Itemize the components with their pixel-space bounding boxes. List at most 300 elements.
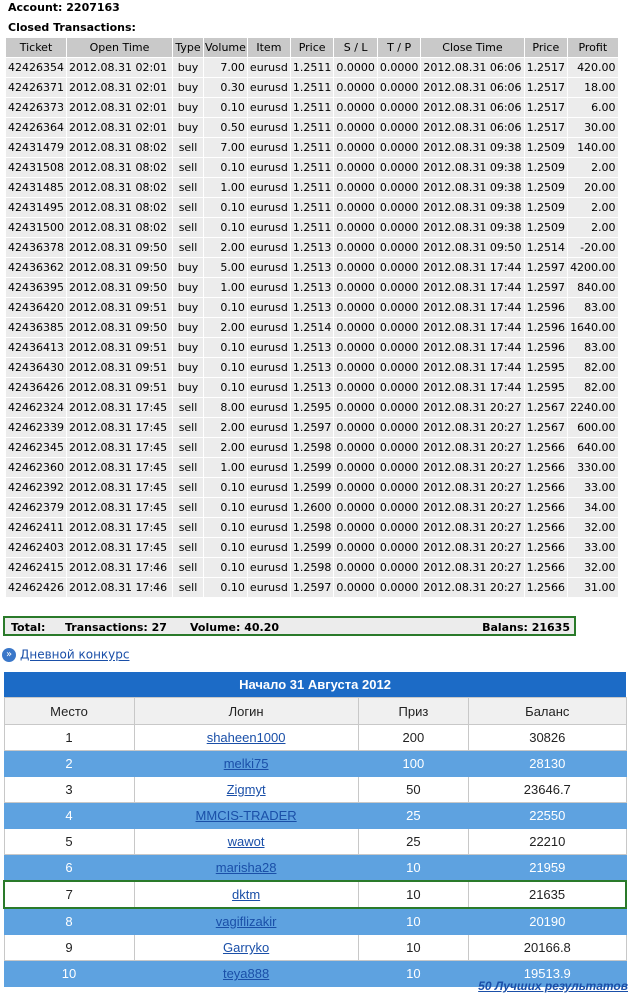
cell-take-profit: 0.0000 xyxy=(378,238,421,257)
cell-stop-loss: 0.0000 xyxy=(334,498,377,517)
transaction-row xyxy=(6,418,618,437)
login-link[interactable]: melki75 xyxy=(223,756,269,771)
login-link[interactable]: dktm xyxy=(232,887,261,902)
ranking-cell-balance: 23646.7 xyxy=(469,777,626,803)
ranking-cell-prize: 10 xyxy=(358,881,468,908)
cell-ticket: 42436395 xyxy=(6,278,66,297)
cell-open-price: 1.2511 xyxy=(291,218,334,237)
cell-type: sell xyxy=(173,438,203,457)
cell-close-time: 2012.08.31 17:44 xyxy=(421,358,523,377)
cell-item: eurusd xyxy=(248,298,290,317)
cell-open-time: 2012.08.31 17:45 xyxy=(67,418,172,437)
cell-open-time: 2012.08.31 09:51 xyxy=(67,298,172,317)
cell-item: eurusd xyxy=(248,258,290,277)
cell-volume: 0.10 xyxy=(204,338,247,357)
cell-open-price: 1.2511 xyxy=(291,158,334,177)
ranking-cell-place: 7 xyxy=(4,881,134,908)
cell-volume: 0.10 xyxy=(204,358,247,377)
cell-item: eurusd xyxy=(248,578,290,597)
cell-profit: 32.00 xyxy=(568,558,618,577)
cell-close-price: 1.2509 xyxy=(525,158,568,177)
cell-close-price: 1.2517 xyxy=(525,98,568,117)
cell-type: buy xyxy=(173,318,203,337)
ranking-cell-login xyxy=(134,751,358,777)
cell-type: buy xyxy=(173,58,203,77)
cell-ticket: 42426373 xyxy=(6,98,66,117)
ranking-cell-place: 10 xyxy=(4,961,134,987)
cell-stop-loss: 0.0000 xyxy=(334,138,377,157)
cell-close-time: 2012.08.31 09:38 xyxy=(421,158,523,177)
cell-take-profit: 0.0000 xyxy=(378,558,421,577)
cell-item: eurusd xyxy=(248,138,290,157)
cell-ticket: 42436426 xyxy=(6,378,66,397)
ranking-cell-balance: 21959 xyxy=(469,855,626,882)
cell-type: sell xyxy=(173,238,203,257)
transaction-row xyxy=(6,78,618,97)
ranking-row xyxy=(4,855,626,882)
cell-item: eurusd xyxy=(248,398,290,417)
transaction-row xyxy=(6,258,618,277)
cell-take-profit: 0.0000 xyxy=(378,278,421,297)
cell-stop-loss: 0.0000 xyxy=(334,158,377,177)
cell-item: eurusd xyxy=(248,98,290,117)
ranking-cell-place: 2 xyxy=(4,751,134,777)
login-link[interactable]: marisha28 xyxy=(215,860,277,875)
closed-transactions-table xyxy=(5,37,619,598)
cell-ticket: 42462379 xyxy=(6,498,66,517)
ranking-caption: Начало 31 Августа 2012 xyxy=(4,672,626,698)
cell-volume: 8.00 xyxy=(204,398,247,417)
cell-take-profit: 0.0000 xyxy=(378,418,421,437)
ranking-cell-login xyxy=(134,803,358,829)
cell-stop-loss: 0.0000 xyxy=(334,518,377,537)
cell-profit: 32.00 xyxy=(568,518,618,537)
ranking-cell-prize: 10 xyxy=(358,961,468,987)
cell-ticket: 42426364 xyxy=(6,118,66,137)
cell-volume: 0.10 xyxy=(204,218,247,237)
cell-type: buy xyxy=(173,258,203,277)
cell-volume: 2.00 xyxy=(204,418,247,437)
cell-close-price: 1.2596 xyxy=(525,318,568,337)
arrow-right-icon: » xyxy=(2,648,16,662)
cell-profit: 1640.00 xyxy=(568,318,618,337)
cell-type: sell xyxy=(173,178,203,197)
cell-volume: 2.00 xyxy=(204,318,247,337)
cell-item: eurusd xyxy=(248,438,290,457)
cell-volume: 0.10 xyxy=(204,158,247,177)
cell-stop-loss: 0.0000 xyxy=(334,278,377,297)
cell-ticket: 42426354 xyxy=(6,58,66,77)
cell-open-price: 1.2513 xyxy=(291,258,334,277)
cell-take-profit: 0.0000 xyxy=(378,198,421,217)
cell-open-price: 1.2511 xyxy=(291,98,334,117)
total-label: Total: xyxy=(11,621,46,634)
cell-profit: 82.00 xyxy=(568,378,618,397)
cell-profit: 2.00 xyxy=(568,198,618,217)
column-header-stop-loss: S / L xyxy=(334,38,377,57)
cell-type: buy xyxy=(173,378,203,397)
cell-profit: 2240.00 xyxy=(568,398,618,417)
cell-stop-loss: 0.0000 xyxy=(334,358,377,377)
cell-open-price: 1.2599 xyxy=(291,478,334,497)
cell-open-price: 1.2600 xyxy=(291,498,334,517)
ranking-cell-place: 5 xyxy=(4,829,134,855)
cell-take-profit: 0.0000 xyxy=(378,298,421,317)
ranking-cell-balance: 22210 xyxy=(469,829,626,855)
cell-take-profit: 0.0000 xyxy=(378,118,421,137)
transaction-row xyxy=(6,178,618,197)
cell-take-profit: 0.0000 xyxy=(378,98,421,117)
cell-volume: 0.30 xyxy=(204,78,247,97)
cell-profit: 2.00 xyxy=(568,218,618,237)
cell-profit: 640.00 xyxy=(568,438,618,457)
cell-close-price: 1.2517 xyxy=(525,118,568,137)
cell-ticket: 42462426 xyxy=(6,578,66,597)
ranking-cell-login xyxy=(134,855,358,882)
cell-type: sell xyxy=(173,518,203,537)
total-transactions: Transactions: 27 xyxy=(65,621,167,634)
cell-open-price: 1.2599 xyxy=(291,538,334,557)
ranking-header-row xyxy=(4,698,626,725)
transaction-row xyxy=(6,558,618,577)
cell-close-price: 1.2566 xyxy=(525,438,568,457)
column-header-close-price: Price xyxy=(525,38,568,57)
cell-close-price: 1.2595 xyxy=(525,378,568,397)
cell-item: eurusd xyxy=(248,458,290,477)
column-header-close-time: Close Time xyxy=(421,38,523,57)
cell-open-time: 2012.08.31 08:02 xyxy=(67,138,172,157)
cell-volume: 0.10 xyxy=(204,578,247,597)
transaction-row xyxy=(6,238,618,257)
ranking-cell-login xyxy=(134,908,358,935)
cell-profit: -20.00 xyxy=(568,238,618,257)
cell-stop-loss: 0.0000 xyxy=(334,398,377,417)
cell-close-time: 2012.08.31 09:38 xyxy=(421,198,523,217)
cell-type: sell xyxy=(173,158,203,177)
cell-open-time: 2012.08.31 09:51 xyxy=(67,358,172,377)
cell-open-price: 1.2511 xyxy=(291,178,334,197)
ranking-cell-place: 9 xyxy=(4,935,134,961)
cell-close-time: 2012.08.31 17:44 xyxy=(421,338,523,357)
transaction-row xyxy=(6,298,618,317)
total-balans: Balans: 21635 xyxy=(482,621,570,634)
cell-open-time: 2012.08.31 08:02 xyxy=(67,158,172,177)
transaction-row xyxy=(6,58,618,77)
ranking-cell-place: 3 xyxy=(4,777,134,803)
transaction-row xyxy=(6,118,618,137)
cell-close-price: 1.2509 xyxy=(525,218,568,237)
ranking-cell-balance: 28130 xyxy=(469,751,626,777)
ranking-cell-login xyxy=(134,725,358,751)
cell-take-profit: 0.0000 xyxy=(378,518,421,537)
cell-profit: 31.00 xyxy=(568,578,618,597)
cell-take-profit: 0.0000 xyxy=(378,578,421,597)
cell-ticket: 42462403 xyxy=(6,538,66,557)
cell-type: buy xyxy=(173,78,203,97)
cell-stop-loss: 0.0000 xyxy=(334,538,377,557)
ranking-cell-place: 8 xyxy=(4,908,134,935)
ranking-cell-prize: 10 xyxy=(358,935,468,961)
cell-item: eurusd xyxy=(248,158,290,177)
transaction-row xyxy=(6,318,618,337)
cell-ticket: 42462360 xyxy=(6,458,66,477)
transactions-header-row xyxy=(6,38,618,57)
cell-stop-loss: 0.0000 xyxy=(334,318,377,337)
cell-type: buy xyxy=(173,298,203,317)
cell-open-price: 1.2598 xyxy=(291,518,334,537)
best-results-link-row[interactable] xyxy=(478,979,628,993)
total-volume: Volume: 40.20 xyxy=(190,621,280,634)
cell-close-time: 2012.08.31 20:27 xyxy=(421,458,523,477)
column-header-open-time: Open Time xyxy=(67,38,172,57)
cell-close-price: 1.2596 xyxy=(525,298,568,317)
cell-type: sell xyxy=(173,138,203,157)
cell-open-price: 1.2511 xyxy=(291,78,334,97)
cell-item: eurusd xyxy=(248,418,290,437)
cell-type: buy xyxy=(173,98,203,117)
cell-take-profit: 0.0000 xyxy=(378,138,421,157)
cell-item: eurusd xyxy=(248,118,290,137)
cell-profit: 420.00 xyxy=(568,58,618,77)
cell-volume: 1.00 xyxy=(204,178,247,197)
cell-stop-loss: 0.0000 xyxy=(334,558,377,577)
cell-open-price: 1.2511 xyxy=(291,198,334,217)
cell-close-price: 1.2514 xyxy=(525,238,568,257)
ranking-header-place: Место xyxy=(4,698,134,725)
cell-item: eurusd xyxy=(248,318,290,337)
cell-close-price: 1.2596 xyxy=(525,338,568,357)
cell-close-time: 2012.08.31 20:27 xyxy=(421,498,523,517)
cell-type: sell xyxy=(173,218,203,237)
cell-open-time: 2012.08.31 08:02 xyxy=(67,198,172,217)
cell-open-time: 2012.08.31 17:45 xyxy=(67,498,172,517)
cell-profit: 2.00 xyxy=(568,158,618,177)
cell-open-time: 2012.08.31 17:45 xyxy=(67,438,172,457)
cell-open-price: 1.2597 xyxy=(291,578,334,597)
ranking-header-balance: Баланс xyxy=(469,698,626,725)
cell-close-time: 2012.08.31 09:38 xyxy=(421,178,523,197)
cell-close-time: 2012.08.31 20:27 xyxy=(421,438,523,457)
cell-stop-loss: 0.0000 xyxy=(334,178,377,197)
cell-close-time: 2012.08.31 20:27 xyxy=(421,478,523,497)
cell-type: sell xyxy=(173,198,203,217)
cell-profit: 4200.00 xyxy=(568,258,618,277)
account-number: Account: 2207163 xyxy=(8,1,120,14)
cell-item: eurusd xyxy=(248,238,290,257)
cell-close-time: 2012.08.31 17:44 xyxy=(421,258,523,277)
ranking-cell-balance: 20190 xyxy=(469,908,626,935)
cell-volume: 2.00 xyxy=(204,238,247,257)
cell-volume: 7.00 xyxy=(204,58,247,77)
cell-take-profit: 0.0000 xyxy=(378,78,421,97)
login-link[interactable]: MMCIS-TRADER xyxy=(195,808,297,823)
cell-volume: 0.10 xyxy=(204,478,247,497)
cell-open-time: 2012.08.31 02:01 xyxy=(67,78,172,97)
cell-stop-loss: 0.0000 xyxy=(334,258,377,277)
login-link[interactable]: teya888 xyxy=(222,966,270,981)
cell-item: eurusd xyxy=(248,278,290,297)
cell-open-time: 2012.08.31 02:01 xyxy=(67,98,172,117)
cell-take-profit: 0.0000 xyxy=(378,158,421,177)
cell-profit: 330.00 xyxy=(568,458,618,477)
cell-profit: 840.00 xyxy=(568,278,618,297)
cell-stop-loss: 0.0000 xyxy=(334,378,377,397)
cell-close-time: 2012.08.31 20:27 xyxy=(421,538,523,557)
ranking-cell-login xyxy=(134,829,358,855)
cell-close-time: 2012.08.31 20:27 xyxy=(421,578,523,597)
cell-open-time: 2012.08.31 09:50 xyxy=(67,258,172,277)
ranking-row xyxy=(4,725,626,751)
transaction-row xyxy=(6,338,618,357)
cell-item: eurusd xyxy=(248,58,290,77)
ranking-row xyxy=(4,935,626,961)
cell-close-price: 1.2566 xyxy=(525,478,568,497)
ranking-cell-login xyxy=(134,881,358,908)
cell-close-time: 2012.08.31 06:06 xyxy=(421,98,523,117)
cell-profit: 34.00 xyxy=(568,498,618,517)
transaction-row xyxy=(6,578,618,597)
cell-take-profit: 0.0000 xyxy=(378,358,421,377)
cell-ticket: 42431508 xyxy=(6,158,66,177)
transaction-row xyxy=(6,498,618,517)
cell-close-price: 1.2509 xyxy=(525,138,568,157)
cell-item: eurusd xyxy=(248,538,290,557)
ranking-row xyxy=(4,803,626,829)
cell-close-time: 2012.08.31 17:44 xyxy=(421,278,523,297)
ranking-cell-prize: 25 xyxy=(358,803,468,829)
cell-open-time: 2012.08.31 17:46 xyxy=(67,558,172,577)
daily-contest-link[interactable]: Дневной конкурс xyxy=(20,647,130,662)
cell-type: sell xyxy=(173,478,203,497)
cell-open-price: 1.2595 xyxy=(291,398,334,417)
transaction-row xyxy=(6,518,618,537)
ranking-row xyxy=(4,908,626,935)
cell-item: eurusd xyxy=(248,558,290,577)
login-link[interactable]: shaheen1000 xyxy=(206,730,286,745)
cell-volume: 0.10 xyxy=(204,378,247,397)
ranking-cell-balance: 22550 xyxy=(469,803,626,829)
cell-close-price: 1.2567 xyxy=(525,418,568,437)
login-link[interactable]: Garryko xyxy=(222,940,270,955)
cell-ticket: 42462415 xyxy=(6,558,66,577)
cell-profit: 20.00 xyxy=(568,178,618,197)
cell-volume: 0.10 xyxy=(204,198,247,217)
transaction-row xyxy=(6,538,618,557)
totals-bar xyxy=(3,616,576,636)
transaction-row xyxy=(6,398,618,417)
login-link[interactable]: Zigmyt xyxy=(226,782,266,797)
cell-close-price: 1.2566 xyxy=(525,578,568,597)
cell-item: eurusd xyxy=(248,198,290,217)
cell-volume: 0.10 xyxy=(204,298,247,317)
cell-stop-loss: 0.0000 xyxy=(334,198,377,217)
cell-volume: 5.00 xyxy=(204,258,247,277)
cell-type: sell xyxy=(173,538,203,557)
contest-ranking-table xyxy=(3,672,627,987)
cell-close-time: 2012.08.31 17:44 xyxy=(421,378,523,397)
daily-contest-link-row[interactable] xyxy=(2,647,129,662)
cell-close-time: 2012.08.31 20:27 xyxy=(421,398,523,417)
transaction-row xyxy=(6,358,618,377)
cell-open-price: 1.2513 xyxy=(291,238,334,257)
cell-stop-loss: 0.0000 xyxy=(334,438,377,457)
cell-profit: 140.00 xyxy=(568,138,618,157)
cell-close-time: 2012.08.31 20:27 xyxy=(421,558,523,577)
cell-profit: 82.00 xyxy=(568,358,618,377)
closed-transactions-heading: Closed Transactions: xyxy=(8,21,136,34)
cell-profit: 33.00 xyxy=(568,478,618,497)
cell-open-time: 2012.08.31 17:45 xyxy=(67,518,172,537)
cell-type: buy xyxy=(173,338,203,357)
cell-type: buy xyxy=(173,358,203,377)
ranking-cell-prize: 10 xyxy=(358,908,468,935)
cell-open-time: 2012.08.31 02:01 xyxy=(67,58,172,77)
ranking-cell-place: 6 xyxy=(4,855,134,882)
cell-close-price: 1.2566 xyxy=(525,518,568,537)
cell-volume: 1.00 xyxy=(204,278,247,297)
transaction-row xyxy=(6,278,618,297)
transaction-row xyxy=(6,98,618,117)
ranking-cell-login xyxy=(134,961,358,987)
cell-open-price: 1.2597 xyxy=(291,418,334,437)
cell-profit: 33.00 xyxy=(568,538,618,557)
cell-open-price: 1.2513 xyxy=(291,278,334,297)
cell-close-price: 1.2597 xyxy=(525,278,568,297)
ranking-row xyxy=(4,751,626,777)
column-header-ticket: Ticket xyxy=(6,38,66,57)
cell-close-time: 2012.08.31 06:06 xyxy=(421,58,523,77)
ranking-row xyxy=(4,829,626,855)
cell-volume: 0.10 xyxy=(204,558,247,577)
cell-take-profit: 0.0000 xyxy=(378,398,421,417)
best-results-link[interactable]: 50 Лучших результатов xyxy=(478,979,628,993)
cell-profit: 600.00 xyxy=(568,418,618,437)
cell-item: eurusd xyxy=(248,178,290,197)
login-link[interactable]: wawot xyxy=(227,834,265,849)
column-header-take-profit: T / P xyxy=(378,38,421,57)
cell-open-price: 1.2598 xyxy=(291,558,334,577)
ranking-header-prize: Приз xyxy=(358,698,468,725)
cell-open-price: 1.2514 xyxy=(291,318,334,337)
cell-open-time: 2012.08.31 17:45 xyxy=(67,538,172,557)
ranking-cell-place: 1 xyxy=(4,725,134,751)
cell-stop-loss: 0.0000 xyxy=(334,478,377,497)
cell-close-price: 1.2517 xyxy=(525,58,568,77)
cell-open-time: 2012.08.31 09:51 xyxy=(67,338,172,357)
column-header-type: Type xyxy=(173,38,203,57)
cell-ticket: 42431485 xyxy=(6,178,66,197)
cell-volume: 0.10 xyxy=(204,98,247,117)
cell-close-time: 2012.08.31 09:50 xyxy=(421,238,523,257)
ranking-cell-prize: 25 xyxy=(358,829,468,855)
cell-open-time: 2012.08.31 08:02 xyxy=(67,178,172,197)
cell-open-price: 1.2511 xyxy=(291,118,334,137)
cell-stop-loss: 0.0000 xyxy=(334,338,377,357)
cell-volume: 0.10 xyxy=(204,518,247,537)
cell-open-price: 1.2511 xyxy=(291,58,334,77)
cell-open-time: 2012.08.31 09:51 xyxy=(67,378,172,397)
cell-stop-loss: 0.0000 xyxy=(334,238,377,257)
cell-open-price: 1.2598 xyxy=(291,438,334,457)
cell-open-time: 2012.08.31 08:02 xyxy=(67,218,172,237)
cell-take-profit: 0.0000 xyxy=(378,438,421,457)
cell-take-profit: 0.0000 xyxy=(378,258,421,277)
cell-volume: 1.00 xyxy=(204,458,247,477)
ranking-cell-place: 4 xyxy=(4,803,134,829)
cell-ticket: 42462345 xyxy=(6,438,66,457)
cell-profit: 30.00 xyxy=(568,118,618,137)
login-link[interactable]: vagiflizakir xyxy=(215,914,277,929)
